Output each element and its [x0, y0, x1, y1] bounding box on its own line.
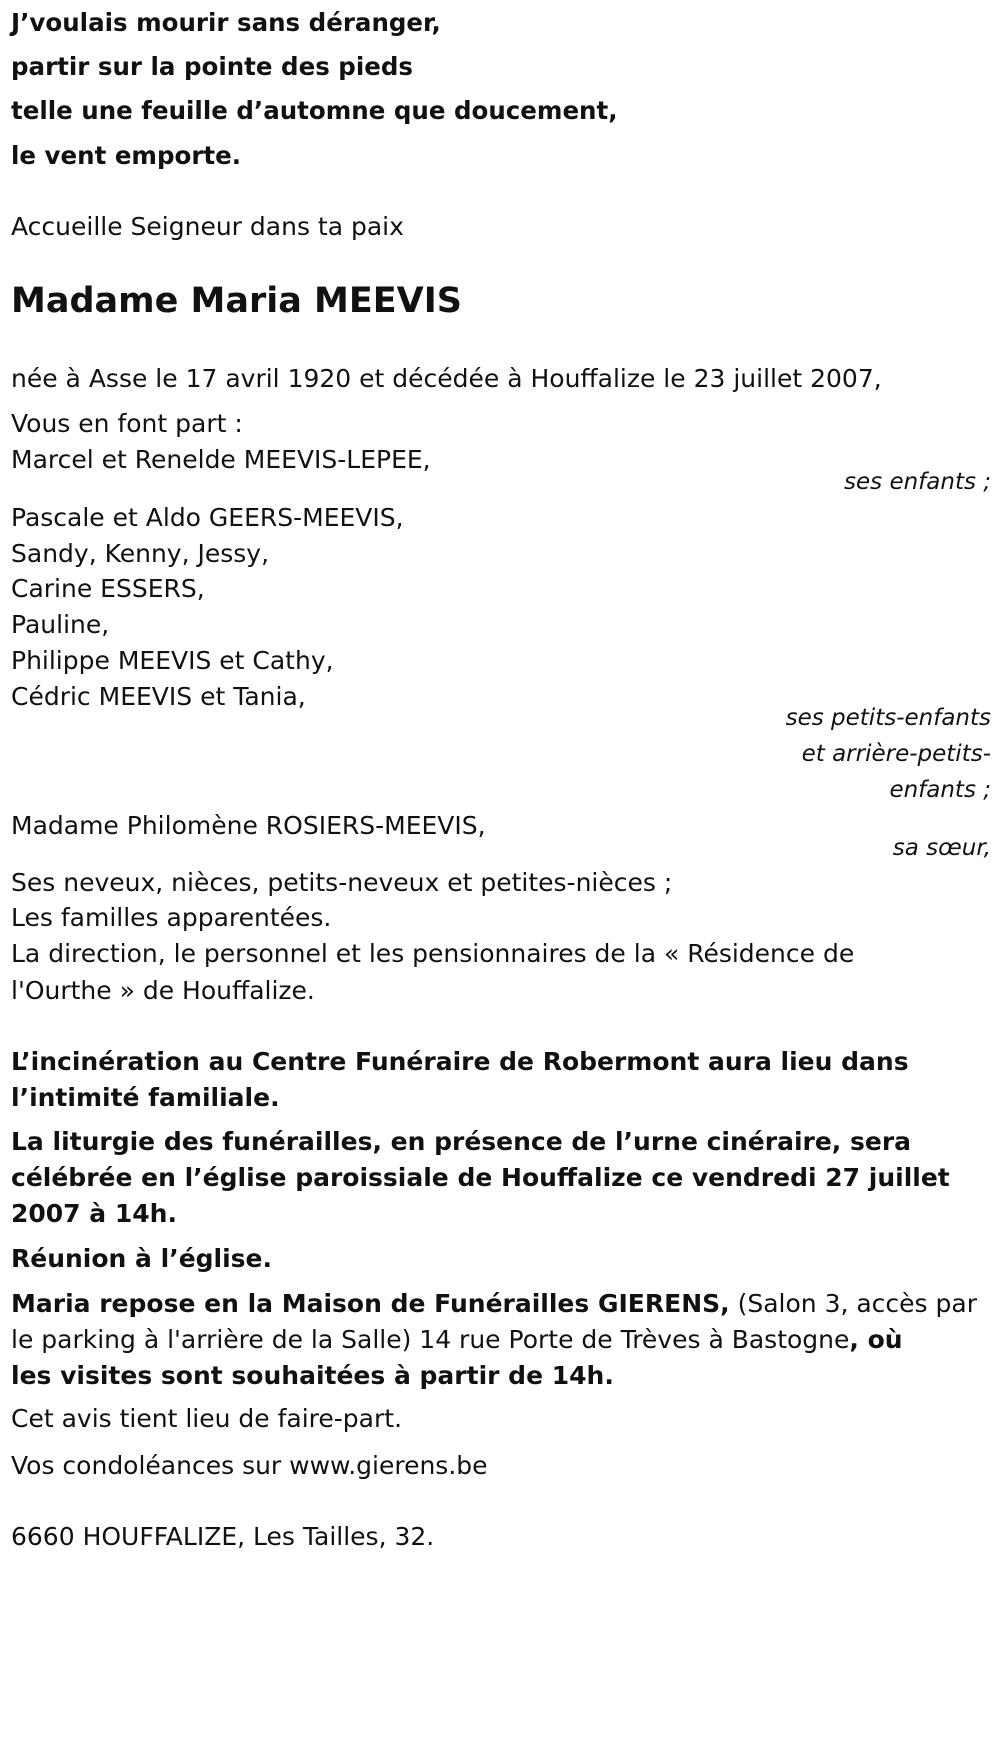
grandchild-line: Pascale et Aldo GEERS-MEEVIS,	[11, 503, 404, 532]
rest-line: les visites sont souhaitées à partir de 14h.	[11, 1361, 614, 1390]
liturgy-line: célébrée en l’église paroissiale de Houffalize ce vendredi 27 juillet	[11, 1163, 950, 1192]
meeting-text: Réunion à l’église.	[11, 1244, 273, 1273]
poem-line: J’voulais mourir sans déranger,	[11, 8, 441, 37]
children-names: Marcel et Renelde MEEVIS-LEPEE,	[11, 445, 431, 474]
others-line: Ses neveux, nièces, petits-neveux et petites-nièces ;	[11, 868, 673, 897]
poem-line: telle une feuille d’automne que doucement,	[11, 96, 618, 125]
grandchild-line: Cédric MEEVIS et Tania,	[11, 682, 306, 711]
grandchild-line: Pauline,	[11, 610, 110, 639]
sister-role: sa sœur,	[892, 835, 991, 861]
condolences-text: Vos condoléances sur www.gierens.be	[11, 1451, 488, 1480]
cremation-line: L’incinération au Centre Funéraire de Robermont aura lieu dans	[11, 1047, 909, 1076]
others-line: Les familles apparentées.	[11, 903, 332, 932]
children-role: ses enfants ;	[844, 469, 991, 495]
grandchildren-role: et arrière-petits-	[801, 741, 991, 767]
sister-name: Madame Philomène ROSIERS-MEEVIS,	[11, 811, 486, 840]
rest-normal-text: le parking à l'arrière de la Salle) 14 rue Porte de Trèves à Bastogne	[11, 1325, 850, 1354]
others-line: l'Ourthe » de Houffalize.	[11, 976, 315, 1005]
rest-normal-text: (Salon 3, accès par	[729, 1289, 977, 1318]
grandchildren-role: enfants ;	[889, 777, 991, 803]
grandchildren-role: ses petits-enfants	[785, 705, 991, 731]
poem-line: partir sur la pointe des pieds	[11, 52, 413, 81]
others-line: La direction, le personnel et les pensionnaires de la « Résidence de	[11, 939, 855, 968]
notice-text: Cet avis tient lieu de faire-part.	[11, 1404, 403, 1433]
deceased-name: Madame Maria MEEVIS	[11, 281, 462, 321]
cremation-line: l’intimité familiale.	[11, 1083, 280, 1112]
poem-line: le vent emporte.	[11, 141, 242, 170]
grandchild-line: Carine ESSERS,	[11, 574, 205, 603]
rest-line	[11, 1325, 903, 1355]
birth-death-text: née à Asse le 17 avril 1920 et décédée à Houffalize le 23 juillet 2007,	[11, 364, 882, 393]
prayer-text: Accueille Seigneur dans ta paix	[11, 212, 404, 241]
rest-bold-text: Maria repose en la Maison de Funérailles GIERENS,	[11, 1289, 730, 1318]
grandchild-line: Philippe MEEVIS et Cathy,	[11, 646, 334, 675]
announce-intro: Vous en font part :	[11, 409, 243, 438]
liturgy-line: 2007 à 14h.	[11, 1199, 177, 1228]
liturgy-line: La liturgie des funérailles, en présence de l’urne cinéraire, sera	[11, 1127, 912, 1156]
rest-line	[11, 1289, 977, 1319]
address-text: 6660 HOUFFALIZE, Les Tailles, 32.	[11, 1522, 435, 1551]
rest-bold-text: , où	[849, 1325, 903, 1354]
grandchild-line: Sandy, Kenny, Jessy,	[11, 539, 270, 568]
